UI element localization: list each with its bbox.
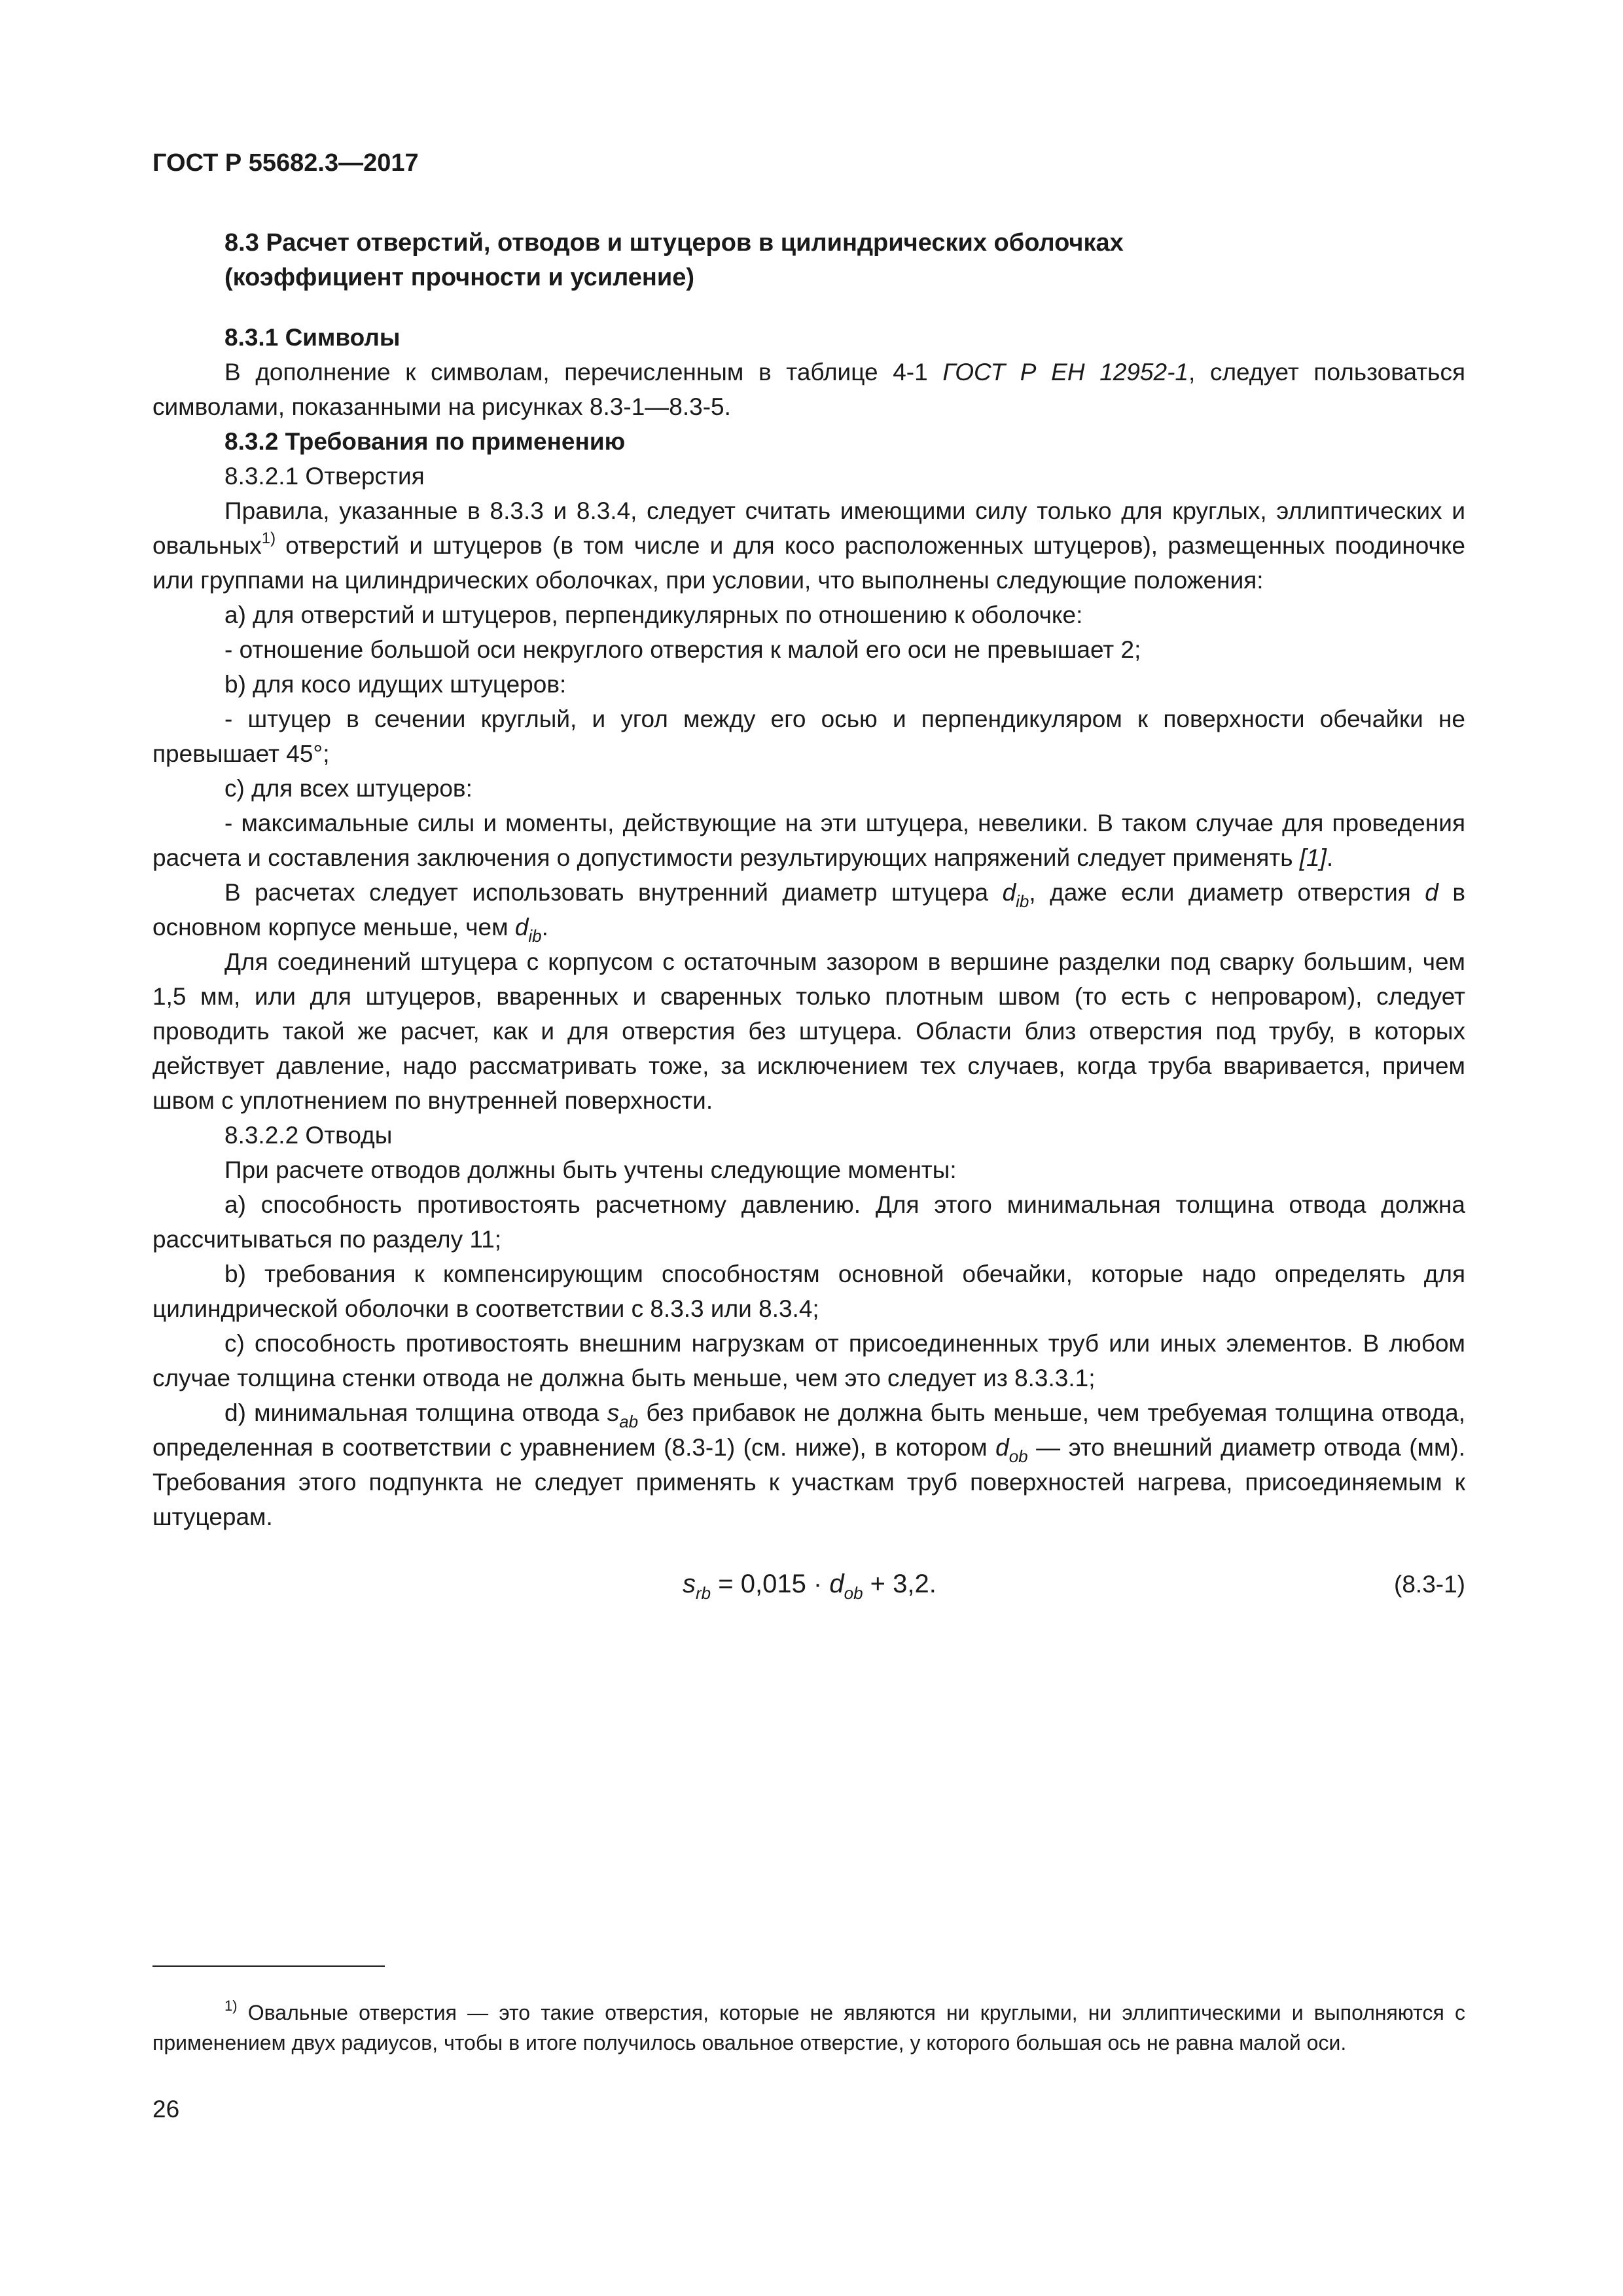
paragraph-rules (152, 493, 1465, 598)
heading-8-3-2-1: 8.3.2.1 Отверстия (224, 463, 425, 490)
var-d: d (995, 1434, 1009, 1461)
document-body (152, 226, 1465, 1614)
subscript-ib: ib (528, 926, 542, 946)
branch-item-d (152, 1395, 1465, 1534)
section-title-line2: (коэффициент прочности и усиление) (224, 264, 694, 291)
footnote-marker: 1) (261, 529, 276, 547)
item-d-text-2: без прибавок не должна быть меньше, чем требуемая толщина отвода, определенная в соответствии с уравнением (8.3-1) (см. ниже), в котором (152, 1399, 1465, 1461)
condition-c-heading: c) для всех штуцеров: (224, 775, 473, 802)
var-s: s (683, 1570, 696, 1598)
diameter-text-3: в основном корпусе меньше, чем (152, 879, 1466, 941)
section-title-line1: 8.3 Расчет отверстий, отводов и штуцеров в цилиндрических оболочках (224, 229, 1124, 257)
rules-text-post: отверстий и штуцеров (в том числе и для косо расположенных штуцеров), размещенных поодиночке или группами на цилиндрических оболочках, при условии, что выполнены следующие положения: (152, 532, 1465, 594)
condition-c-end: . (1326, 844, 1334, 871)
formula-part-1: = 0,015 · (711, 1570, 830, 1598)
branch-item-c: c) способность противостоять внешним нагрузкам от присоединенных труб или иных элементов. В любом случае толщина стенки отвода не должна быть меньше, чем это следует из 8.3.3.1; (152, 1330, 1465, 1391)
branches-intro: При расчете отводов должны быть учтены следующие моменты: (224, 1157, 957, 1183)
symbols-text-pre: В дополнение к символам, перечисленным в таблице 4-1 (224, 359, 943, 386)
heading-8-3-2-2: 8.3.2.2 Отводы (224, 1122, 393, 1149)
branch-item-b: b) требования к компенсирующим способностям основной обечайки, которые надо определять для цилиндрической оболочки в соответствии с 8.3.3 или 8.3.4; (152, 1261, 1465, 1322)
bibliography-reference: [1] (1299, 844, 1327, 871)
subscript-rb: rb (696, 1583, 711, 1603)
subscript-ob: ob (1008, 1446, 1028, 1466)
item-d-text-3: — это внешний диаметр отвода (мм). Требования этого подпункта не следует применять к участкам труб поверхностей нагрева, присоединяемым к штуцерам. (152, 1434, 1465, 1530)
formula-number: (8.3-1) (1394, 1571, 1465, 1598)
heading-8-3-1: 8.3.1 Символы (224, 324, 401, 351)
section-title (224, 226, 1465, 295)
branch-item-a: a) способность противостоять расчетному давлению. Для этого минимальная толщина отвода должна рассчитываться по разделу 11; (152, 1191, 1465, 1253)
diameter-text-2: , даже если диаметр отверстия (1029, 879, 1425, 906)
subscript-ib: ib (1016, 891, 1029, 911)
var-d: d (829, 1570, 844, 1598)
condition-b-item: - штуцер в сечении круглый, и угол между его осью и перпендикуляром к поверхности обечайки не превышает 45°; (152, 706, 1465, 767)
symbols-text-post: , следует пользоваться символами, показанными на рисунках 8.3-1—8.3-5. (152, 359, 1465, 420)
page-number: 26 (152, 2096, 180, 2123)
paragraph-diameter (152, 875, 1465, 944)
formula-part-2: + 3,2. (863, 1570, 936, 1598)
condition-a-item: - отношение большой оси некруглого отверстия к малой его оси не превышает 2; (224, 636, 1141, 663)
paragraph-joints: Для соединений штуцера с корпусом с остаточным зазором в вершине разделки под сварку большим, чем 1,5 мм, или для штуцеров, вваренных и сваренных только плотным швом (то есть с непроваром), следует проводить такой же расчет, как и для отверстия без штуцера. Области близ отверстия под трубу, в которых действует давление, надо рассматривать тоже, за исключением тех случаев, когда труба вваривается, причем швом с уплотнением по внутренней поверхности. (152, 948, 1465, 1114)
condition-a-heading: a) для отверстий и штуцеров, перпендикулярных по отношению к оболочке: (224, 601, 1083, 628)
var-d: d (514, 914, 529, 941)
footnote-text: Овальные отверстия — это такие отверстия, которые не являются ни круглыми, ни эллиптическими и выполняются с применением двух радиусов, чтобы в итоге получилось овальное отверстие, у которого большая ось не равна малой оси. (152, 2001, 1465, 2054)
item-d-text-1: d) минимальная толщина отвода (224, 1399, 607, 1426)
footnote-marker: 1) (224, 1998, 238, 2014)
condition-c-item (152, 806, 1465, 875)
diameter-text-1: В расчетах следует использовать внутренний диаметр штуцера (224, 879, 1003, 906)
var-d: d (1002, 879, 1016, 906)
condition-c-text: - максимальные силы и моменты, действующие на эти штуцера, невелики. В таком случае для проведения расчета и составления заключения о допустимости результирующих напряжений следует применять (152, 810, 1465, 871)
subscript-ob: ob (844, 1583, 863, 1603)
heading-8-3-2: 8.3.2 Требования по применению (224, 428, 626, 455)
footnote-separator (152, 1965, 385, 1967)
var-s: s (607, 1399, 620, 1426)
footnote (152, 1998, 1465, 2058)
subscript-ab: ab (619, 1412, 639, 1431)
diameter-text-4: . (541, 914, 548, 941)
condition-b-heading: b) для косо идущих штуцеров: (224, 671, 567, 698)
standard-reference: ГОСТ Р ЕН 12952-1 (942, 359, 1188, 386)
formula-8-3-1 (152, 1556, 1465, 1614)
var-d: d (1425, 879, 1438, 906)
paragraph-symbols (152, 355, 1465, 424)
formula-expression (683, 1567, 936, 1602)
rules-text-pre: Правила, указанные в 8.3.3 и 8.3.4, следует считать имеющими силу только для круглых, эллиптических и овальных (152, 497, 1465, 559)
document-header: ГОСТ Р 55682.3—2017 (152, 149, 419, 177)
